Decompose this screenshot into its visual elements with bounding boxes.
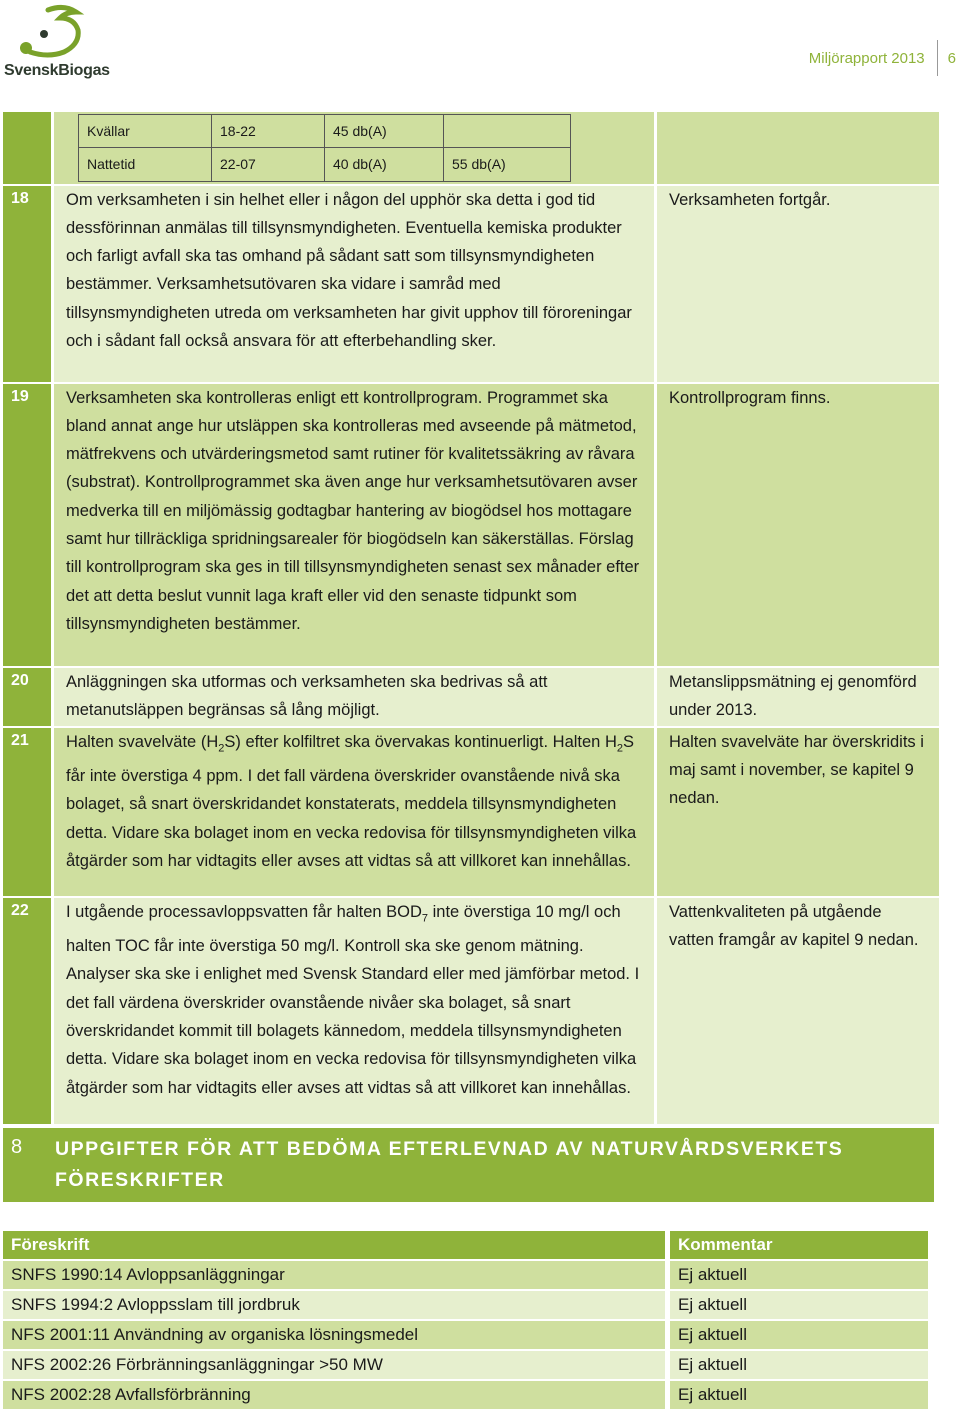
condition-number: 20 [3, 668, 51, 726]
column-header: Kommentar [670, 1231, 928, 1259]
page-header [809, 40, 960, 76]
condition-number: 22 [3, 898, 51, 1124]
table-cell: 55 db(A) [444, 148, 571, 181]
table-cell [444, 115, 571, 148]
condition-requirement: I utgående processavloppsvatten får halten $BOD_7$ inte överstiga 10 mg/l och halten TOC får inte överstiga 50 mg/l. Kontroll ska ske genom mätning. Analyser ska ske i enlighet med Svensk Standard eller med jämförbar metod. I det fall värdena överskrider ovanstående nivåer ska bolaget, så snart överskridandet kommit till bolagets kännedom, meddela tillsynsmyndigheten detta. Vidare ska bolaget inom en vecka redovisa för tillsynsmyndigheten vilka åtgärder som har vidtagits eller avses att vidtas så att villkoret kan innehållas. [54, 898, 654, 1124]
table-cell: Nattetid [79, 148, 212, 181]
section-title: UPPGIFTER FÖR ATT BEDÖMA EFTERLEVNAD AV NATURVÅRDSVERKETS FÖRESKRIFTER [55, 1138, 844, 1191]
condition-status: Verksamheten fortgår. [657, 186, 939, 382]
conditions-table [3, 112, 939, 1124]
table-row [3, 728, 939, 896]
condition-status: Vattenkvaliteten på utgående vatten framgår av kapitel 9 nedan. [657, 898, 939, 1124]
table-cell: Kvällar [79, 115, 212, 148]
condition-requirement [54, 112, 654, 184]
condition-requirement: Anläggningen ska utformas och verksamheten ska bedrivas så att metanutsläppen begränsas så lång möjligt. [54, 668, 654, 726]
regulation-comment: Ej aktuell [670, 1291, 928, 1319]
table-cell: 18-22 [212, 115, 325, 148]
regulation-name: NFS 2002:28 Avfallsförbränning [3, 1381, 665, 1409]
condition-status: Metanslippsmätning ej genomförd under 2013. [657, 668, 939, 726]
section-heading [3, 1128, 934, 1202]
table-row [3, 112, 939, 184]
table-row [3, 1321, 928, 1349]
condition-number: 21 [3, 728, 51, 896]
regulation-name: NFS 2002:26 Förbränningsanläggningar >50 MW [3, 1351, 665, 1379]
section-number: 8 [11, 1136, 23, 1158]
table-row [3, 1261, 928, 1289]
logo-mark-icon [4, 4, 104, 64]
page-number: 6 [947, 49, 956, 67]
regulation-name: SNFS 1990:14 Avloppsanläggningar [3, 1261, 665, 1289]
condition-number: 19 [3, 384, 51, 666]
condition-requirement: Om verksamheten i sin helhet eller i någon del upphör ska detta i god tid dessförinnan anmälas till tillsynsmyndigheten. Eventuella kemiska produkter och farligt avfall ska tas omhand på sådant satt som tillsynsmyndigheten bestämmer. Verksamhetsutövaren ska vidare i samråd med tillsynsmyndigheten utreda om verksamheten har givit upphov till föroreningar och i sådant fall också ansvara för att efterbehandling sker. [54, 186, 654, 382]
table-row [3, 384, 939, 666]
condition-number [3, 112, 51, 184]
regulation-comment: Ej aktuell [670, 1261, 928, 1289]
condition-requirement: Halten svavelväte $(H_2S)$ efter kolfiltret ska övervakas kontinuerligt. Halten $H_2S$ får inte överstiga 4 ppm. I det fall värdena överskrider ovanstående nivå ska bolaget, så snart överskridandet konstaterats, meddela tillsynsmyndigheten detta. Vidare ska bolaget inom en vecka redovisa för tillsynsmyndigheten vilka åtgärder som har vidtagits eller avses att vidtas så att villkoret kan innehållas. [54, 728, 654, 896]
company-logo [4, 4, 110, 80]
condition-status: Halten svavelväte har överskridits i maj samt i november, se kapitel 9 nedan. [657, 728, 939, 896]
column-header: Föreskrift [3, 1231, 665, 1259]
header-divider [937, 40, 938, 76]
table-cell: 45 db(A) [325, 115, 444, 148]
table-row [3, 1291, 928, 1319]
table-header-row [3, 1231, 928, 1259]
table-row [79, 115, 571, 148]
noise-limits-table [78, 114, 571, 182]
table-cell: 40 db(A) [325, 148, 444, 181]
regulation-comment: Ej aktuell [670, 1321, 928, 1349]
table-row [3, 1381, 928, 1409]
table-row [3, 1351, 928, 1379]
regulation-comment: Ej aktuell [670, 1381, 928, 1409]
regulations-table [3, 1231, 928, 1411]
table-row [3, 668, 939, 726]
condition-number: 18 [3, 186, 51, 382]
report-title: Miljörapport 2013 [808, 49, 925, 67]
table-row [79, 148, 571, 181]
table-row [3, 186, 939, 382]
condition-status: Kontrollprogram finns. [657, 384, 939, 666]
condition-status [657, 112, 939, 184]
table-row [3, 898, 939, 1124]
regulation-name: NFS 2001:11 Användning av organiska lösningsmedel [3, 1321, 665, 1349]
table-cell: 22-07 [212, 148, 325, 181]
regulation-name: SNFS 1994:2 Avloppsslam till jordbruk [3, 1291, 665, 1319]
regulation-comment: Ej aktuell [670, 1351, 928, 1379]
logo-wordmark: SvenskBiogas [4, 62, 110, 79]
condition-requirement: Verksamheten ska kontrolleras enligt ett kontrollprogram. Programmet ska bland annat ange hur utsläppen ska kontrolleras med avseende på mätmetod, mätfrekvens och utvärderingsmetod samt rutiner för kvalitetssäkring av råvara (substrat). Kontrollprogrammet ska även ange hur verksamhetsutövaren avser medverka till en miljömässig godtagbar hantering av biogödsel hos mottagare samt hur tillräckliga spridningsarealer för biogödseln kan säkerställas. Förslag till kontrollprogram ska ges in till tillsynsmyndigheten senast sex månader efter det att detta beslut vunnit laga kraft eller vid den senaste tidpunkt som tillsynsmyndigheten bestämmer. [54, 384, 654, 666]
